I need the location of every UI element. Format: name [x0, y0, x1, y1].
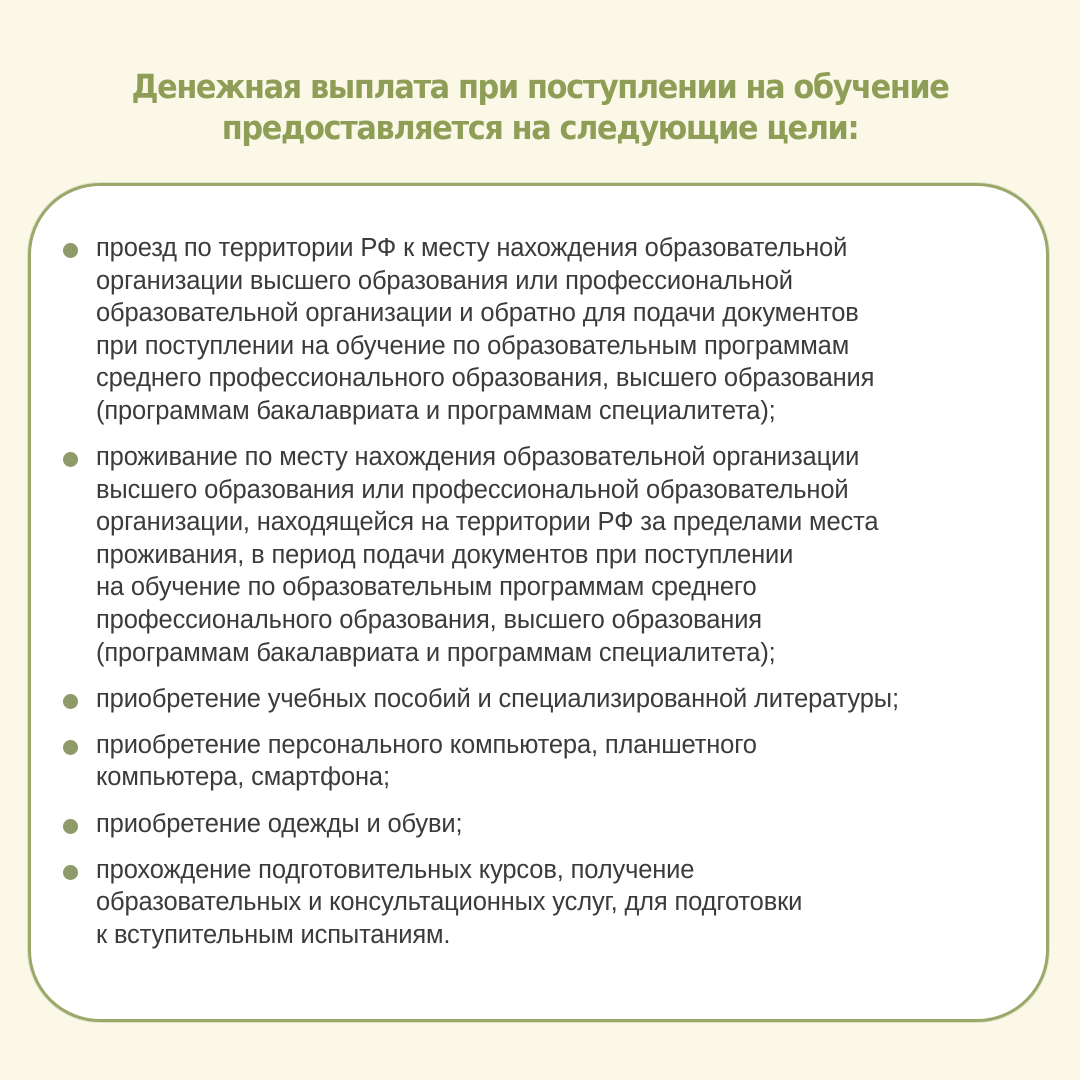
- list-item-line: приобретение персонального компьютера, планшетного: [96, 730, 757, 759]
- list-item-line: (программам бакалавриата и программам специалитета);: [96, 396, 776, 425]
- list-item: [96, 808, 1056, 841]
- list-item-line: организации высшего образования или профессиональной: [96, 266, 793, 295]
- list-item: [96, 729, 1056, 794]
- list-item-line: к вступительным испытаниям.: [96, 920, 451, 949]
- list-item: [96, 683, 1056, 716]
- list-item-line: среднего профессионального образования, высшего образования: [96, 364, 875, 393]
- list-item-line: приобретение учебных пособий и специализированной литературы;: [96, 684, 899, 713]
- list-item-line: образовательных и консультационных услуг, для подготовки: [96, 888, 803, 917]
- list-item-line: при поступлении на обучение по образовательным программам: [96, 331, 850, 360]
- bullet-icon: [63, 865, 78, 880]
- list-item-line: прохождение подготовительных курсов, получение: [96, 855, 695, 884]
- bullet-icon: [63, 452, 78, 467]
- list-item-line: приобретение одежды и обуви;: [96, 809, 463, 838]
- list-item-line: (программам бакалавриата и программам специалитета);: [96, 638, 776, 667]
- bullet-icon: [63, 694, 78, 709]
- list-item-line: высшего образования или профессиональной образовательной: [96, 475, 849, 504]
- bullet-icon: [63, 243, 78, 258]
- title-line-1: Денежная выплата при поступлении на обучение: [131, 67, 949, 106]
- list-item: [96, 232, 1056, 428]
- list-item: [96, 441, 1056, 669]
- list-item-line: проезд по территории РФ к месту нахождения образовательной: [96, 234, 848, 262]
- list-item-line: организации, находящейся на территории РФ за пределами места: [96, 508, 879, 537]
- list-item-line: профессионального образования, высшего образования: [96, 606, 762, 635]
- bullet-icon: [63, 740, 78, 755]
- purpose-list: [96, 232, 1056, 965]
- list-item-line: на обучение по образовательным программам среднего: [96, 573, 757, 602]
- title-line-2: предоставляется на следующие цели:: [221, 108, 859, 147]
- list-item-line: компьютера, смартфона;: [96, 763, 390, 792]
- list-item-line: проживания, в период подачи документов при поступлении: [96, 540, 794, 569]
- list-item: [96, 854, 1056, 952]
- list-item-line: образовательной организации и обратно для подачи документов: [96, 299, 859, 328]
- page-title: [43, 66, 1037, 148]
- list-item-line: проживание по месту нахождения образовательной организации: [96, 443, 860, 472]
- bullet-icon: [63, 819, 78, 834]
